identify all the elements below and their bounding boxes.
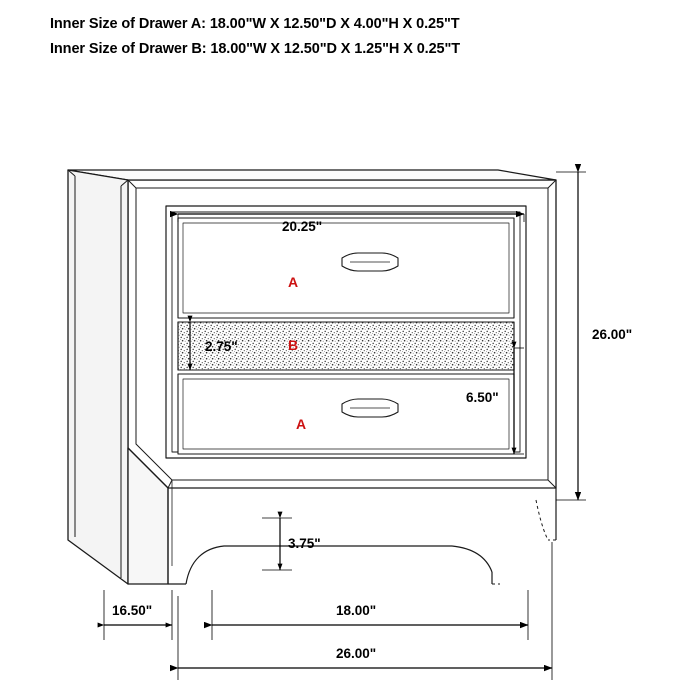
dim-overall-height: 26.00" <box>592 327 633 342</box>
header-line-1: Inner Size of Drawer A: 18.00"W X 12.50"D X 4.00"H X 0.25"T <box>50 16 460 32</box>
drawer-label-b: B <box>288 337 299 353</box>
header-line-2: Inner Size of Drawer B: 18.00"W X 12.50"D X 1.25"H X 0.25"T <box>50 41 461 57</box>
drawer-label-a-top: A <box>288 274 299 290</box>
drawer-label-a-bottom: A <box>296 416 307 432</box>
dim-inner-width: 18.00" <box>336 603 377 618</box>
dim-top-width: 20.25" <box>282 219 323 234</box>
dim-drawer-b-height: 2.75" <box>205 339 238 354</box>
dim-overall-width: 26.00" <box>336 646 377 661</box>
dim-depth: 16.50" <box>112 603 153 618</box>
dim-leg-height: 3.75" <box>288 536 321 551</box>
dim-drawer-a-bottom-height: 6.50" <box>466 390 499 405</box>
